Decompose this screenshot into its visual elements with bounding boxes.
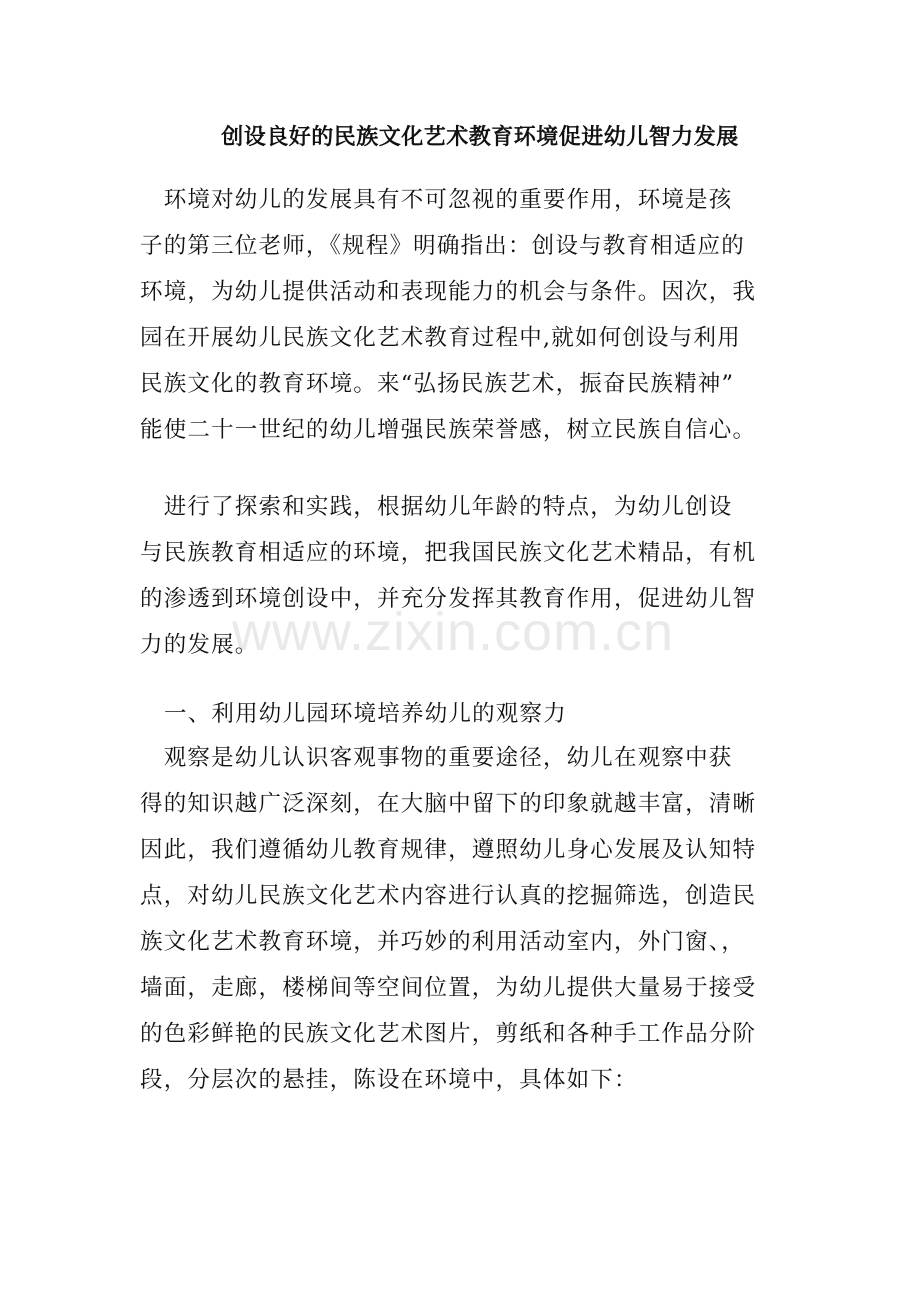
text-line: 环境，为幼儿提供活动和表现能力的机会与条件。因次，我 [140,279,757,305]
text-line: 子的第三位老师，《规程》明确指出：创设与教育相适应的 [140,233,745,259]
text-line: 点，对幼儿民族文化艺术内容进行认真的挖掘筛选，创造民 [140,883,757,909]
text-line: 的色彩鲜艳的民族文化艺术图片，剪纸和各种手工作品分阶 [140,1021,757,1047]
text-line: 园在开展幼儿民族文化艺术教育过程中,就如何创设与利用 [140,325,741,351]
paragraph-practice [140,484,780,668]
text-line: 因此，我们遵循幼儿教育规律，遵照幼儿身心发展及认知特 [140,837,757,863]
text-line: 段，分层次的悬挂，陈设在环境中，具体如下： [140,1067,638,1093]
text-line: 民族文化的教育环境。来“弘扬民族艺术，振奋民族精神” [140,371,735,397]
paragraph-observation [140,735,780,1103]
text-line: 环境对幼儿的发展具有不可忽视的重要作用，环境是孩 [140,187,733,213]
text-line: 墙面，走廊，楼梯间等空间位置，为幼儿提供大量易于接受 [140,975,757,1001]
text-line: 能使二十一世纪的幼儿增强民族荣誉感，树立民族自信心。 [140,417,757,443]
section-heading: 一、利用幼儿园环境培养幼儿的观察力 [164,701,567,727]
text-line: 进行了探索和实践，根据幼儿年龄的特点，为幼儿创设 [140,494,733,520]
document-title: 创设良好的民族文化艺术教育环境促进幼儿智力发展 [221,125,739,150]
text-line: 族文化艺术教育环境，并巧妙的利用活动室内，外门窗、， [140,929,745,955]
text-line: 力的发展。 [140,632,259,658]
text-line: 的渗透到环境创设中，并充分发挥其教育作用，促进幼儿智 [140,586,757,612]
text-line: 观察是幼儿认识客观事物的重要途径，幼儿在观察中获 [140,745,733,771]
text-line: 得的知识越广泛深刻，在大脑中留下的印象就越丰富，清晰 [140,791,757,817]
watermark: www.zixin.com.cn [232,602,675,662]
paragraph-intro [140,177,780,453]
text-line: 与民族教育相适应的环境，把我国民族文化艺术精品，有机 [140,540,757,566]
